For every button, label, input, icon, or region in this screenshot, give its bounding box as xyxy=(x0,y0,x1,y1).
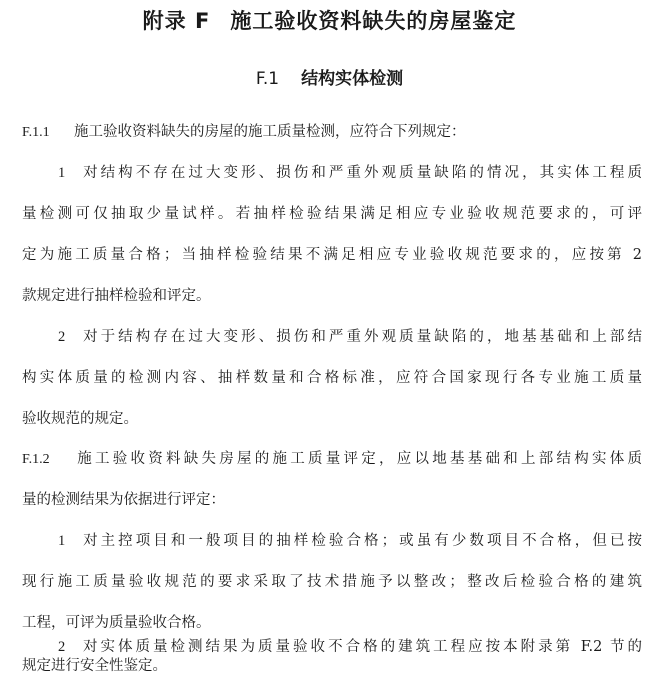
section-title xyxy=(0,66,659,92)
item-line: 定为施工质量合格；当抽样检验结果不满足相应专业验收规范要求的，应按第 2 xyxy=(22,247,642,263)
clause-text-line: 量的检测结果为依据进行评定： xyxy=(22,492,225,508)
appendix-label: 附录 F xyxy=(142,9,211,33)
item-line xyxy=(58,326,642,348)
item-number: 2 xyxy=(58,639,66,655)
item-line xyxy=(58,162,642,184)
clause-number: F.1.2 xyxy=(22,452,50,467)
item-line: 工程，可评为质量验收合格。 xyxy=(22,615,211,631)
item-text: 对实体质量检测结果为质量验收不合格的建筑工程应按本附录第 F.2 节的 xyxy=(80,639,642,655)
item-line xyxy=(58,530,642,552)
appendix-title-text: 施工验收资料缺失的房屋鉴定 xyxy=(230,9,517,33)
clause-f-1-1 xyxy=(0,121,659,144)
clause-number: F.1.1 xyxy=(22,125,50,140)
item-line: 款规定进行抽样检验和评定。 xyxy=(22,288,211,304)
item-line: 构实体质量的检测内容、抽样数量和合格标准，应符合国家现行各专业施工质量 xyxy=(22,370,642,386)
item-text: 对结构不存在过大变形、损伤和严重外观质量缺陷的情况，其实体工程质 xyxy=(80,165,642,181)
item-text: 对于结构存在过大变形、损伤和严重外观质量缺陷的，地基基础和上部结 xyxy=(80,329,642,345)
item-number: 2 xyxy=(58,329,66,345)
item-line: 现行施工质量验收规范的要求采取了技术措施予以整改；整改后检验合格的建筑 xyxy=(22,574,642,590)
item-line: 规定进行安全性鉴定。 xyxy=(22,658,167,674)
section-title-text: 结构实体检测 xyxy=(301,69,404,89)
clause-text: 施工验收资料缺失的房屋的施工质量检测，应符合下列规定： xyxy=(74,124,466,140)
clause-text: 施工验收资料缺失房屋的施工质量评定，应以地基基础和上部结构实体质 xyxy=(74,451,642,467)
item-text: 对主控项目和一般项目的抽样检验合格；或虽有少数项目不合格，但已按 xyxy=(80,533,642,549)
appendix-title xyxy=(0,6,659,36)
item-number: 1 xyxy=(58,533,66,549)
item-line: 验收规范的规定。 xyxy=(22,411,138,427)
section-number: F.1 xyxy=(255,69,280,89)
item-number: 1 xyxy=(58,165,66,181)
item-line: 量检测可仅抽取少量试样。若抽样检验结果满足相应专业验收规范要求的，可评 xyxy=(22,206,642,222)
clause-f-1-2 xyxy=(22,448,642,471)
